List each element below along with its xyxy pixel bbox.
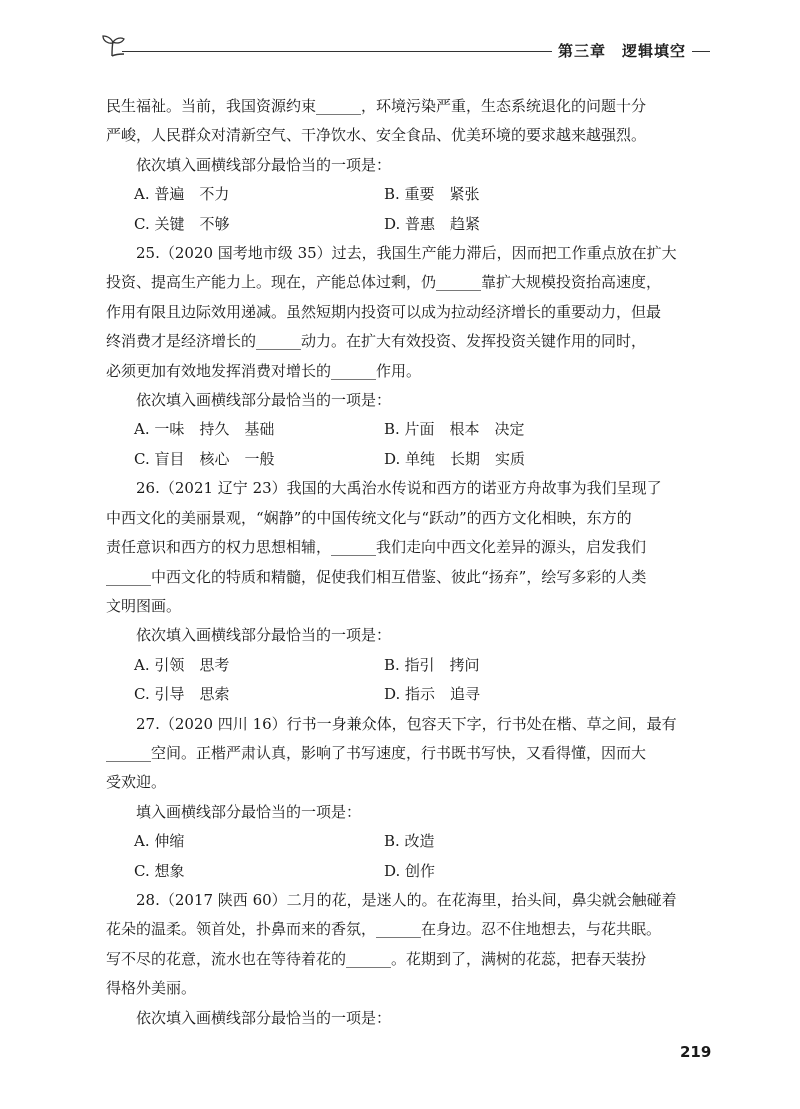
question-line: 终消费才是经济增长的______动力。在扩大有效投资、发挥投资关键作用的同时， [106, 332, 647, 351]
options-q24 [106, 180, 696, 239]
question-line: 25.（2020 国考地市级 35）过去，我国生产能力滞后，因而把工作重点放在扩大 [136, 244, 677, 263]
question-line: 26.（2021 辽宁 23）我国的大禹治水传说和西方的诺亚方舟故事为我们呈现了 [136, 479, 662, 498]
option-b: B. 指引 拷问 [384, 655, 480, 674]
option-c: C. 盲目 核心 一般 [134, 449, 275, 468]
question-line: 投资、提高生产能力上。现在，产能总体过剩，仍______靠扩大规模投资抬高速度， [106, 273, 662, 292]
header-rule-left [122, 51, 552, 52]
option-b: B. 改造 [384, 832, 435, 851]
running-header [100, 30, 710, 70]
options-q25 [106, 415, 696, 474]
paragraph-line: 严峻，人民群众对清新空气、干净饮水、安全食品、优美环境的要求越来越强烈。 [106, 126, 647, 145]
question-prompt: 依次填入画横线部分最恰当的一项是： [136, 391, 392, 410]
option-d: D. 单纯 长期 实质 [384, 449, 526, 468]
option-d: D. 指示 追寻 [384, 685, 481, 704]
chapter-title: 第三章 逻辑填空 [558, 42, 687, 60]
option-a: A. 普遍 不力 [134, 185, 230, 204]
question-prompt: 依次填入画横线部分最恰当的一项是： [136, 1008, 392, 1027]
options-q26 [106, 651, 696, 710]
option-c: C. 引导 思索 [134, 685, 230, 704]
option-d: D. 创作 [384, 861, 436, 880]
option-b: B. 片面 根本 决定 [384, 420, 525, 439]
question-line: ______中西文化的特质和精髓，促使我们相互借鉴、彼此“扬弃”，绘写多彩的人类 [106, 567, 647, 586]
question-line: 得格外美丽。 [106, 979, 197, 998]
question-line: 文明图画。 [106, 596, 182, 615]
question-line: 花朵的温柔。领首处，扑鼻而来的香氛，______在身边。忍不住地想去，与花共眠。 [106, 920, 662, 939]
question-line: 作用有限且边际效用递减。虽然短期内投资可以成为拉动经济增长的重要动力，但最 [106, 302, 662, 321]
question-line: 责任意识和西方的权力思想相辅，______我们走向中西文化差异的源头，启发我们 [106, 538, 647, 557]
option-c: C. 关键 不够 [134, 214, 230, 233]
question-line: 28.（2017 陕西 60）二月的花，是迷人的。在花海里，抬头间，鼻尖就会触碰着 [136, 890, 677, 909]
option-d: D. 普惠 趋紧 [384, 214, 481, 233]
question-line: 27.（2020 四川 16）行书一身兼众体，包容天下字，行书处在楷、草之间，最有 [136, 714, 677, 733]
question-line: 中西文化的美丽景观，“娴静”的中国传统文化与“跃动”的西方文化相映，东方的 [106, 508, 632, 527]
option-a: A. 引领 思考 [134, 655, 230, 674]
paragraph-line: 民生福祉。当前，我国资源约束______，环境污染严重，生态系统退化的问题十分 [106, 97, 647, 115]
page-number: 219 [680, 1043, 712, 1061]
question-prompt: 依次填入画横线部分最恰当的一项是： [136, 155, 392, 174]
question-line: 受欢迎。 [106, 773, 167, 792]
option-c: C. 想象 [134, 861, 185, 880]
sprout-icon [100, 32, 126, 58]
option-a: A. 伸缩 [134, 832, 185, 851]
question-prompt: 填入画横线部分最恰当的一项是： [136, 802, 362, 821]
options-q27 [106, 827, 696, 886]
header-rule-right [692, 51, 710, 52]
question-line: 写不尽的花意，流水也在等待着花的______。花期到了，满树的花蕊，把春天装扮 [106, 949, 647, 968]
question-line: 必须更加有效地发挥消费对增长的______作用。 [106, 361, 422, 380]
question-prompt: 依次填入画横线部分最恰当的一项是： [136, 626, 392, 645]
option-b: B. 重要 紧张 [384, 185, 480, 204]
question-line: ______空间。正楷严肃认真，影响了书写速度，行书既书写快，又看得懂，因而大 [106, 743, 647, 762]
page-body [106, 92, 696, 1033]
option-a: A. 一味 持久 基础 [134, 420, 275, 439]
